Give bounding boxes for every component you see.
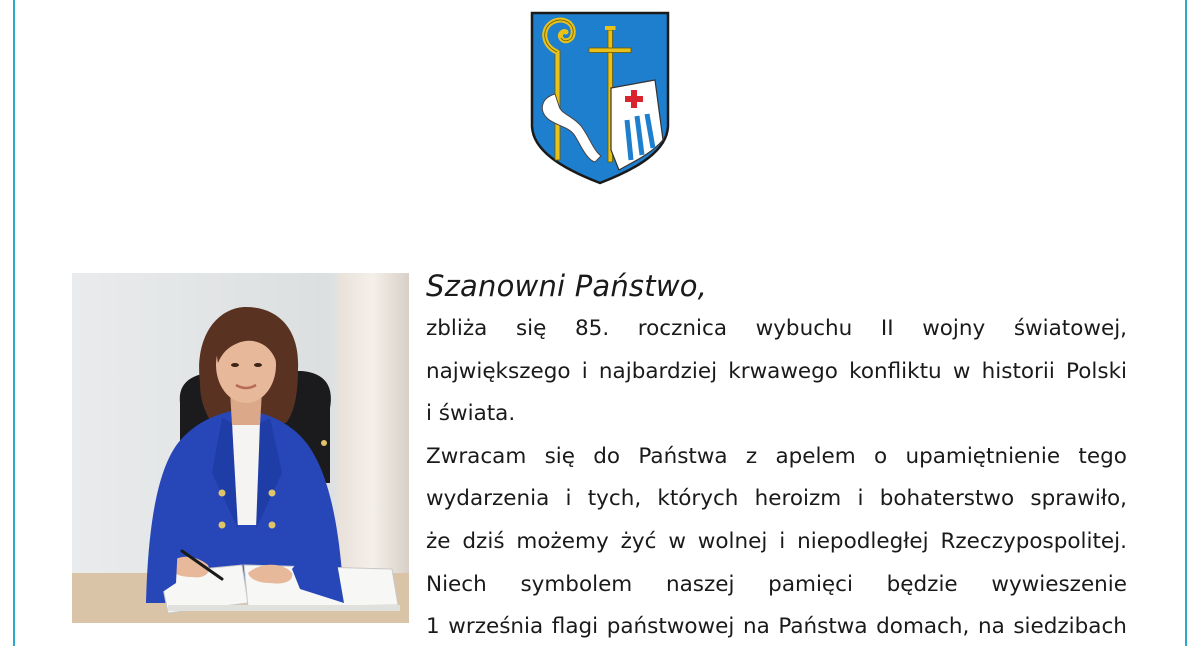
letter-greeting: Szanowni Państwo, — [426, 269, 708, 303]
text-line: 1 września flagi państwowej na Państwa domach, na siedzibach — [426, 614, 1127, 640]
text-line: zbliża się 85. rocznica wybuchu II wojny światowej, — [426, 316, 1127, 341]
text-line: Niech symbolem naszej pamięci będzie wywieszenie — [426, 571, 1127, 597]
text-line: Zwracam się do Państwa z apelem o upamiętnienie tego — [426, 443, 1127, 469]
text-line: i świata. — [426, 401, 516, 427]
letter-text — [426, 266, 1127, 646]
page-border-right — [1185, 0, 1187, 646]
coat-of-arms-icon — [529, 10, 671, 186]
text-line: największego i najbardziej krwawego konfliktu w historii Polski — [426, 358, 1127, 384]
paragraph-appeal — [426, 436, 1127, 646]
portrait-photo — [72, 273, 409, 623]
page-border-left — [13, 0, 15, 646]
text-line: że dziś możemy żyć w wolnej i niepodległej Rzeczypospolitej. — [426, 528, 1127, 554]
paragraph-anniversary — [426, 308, 1127, 436]
text-line: wydarzenia i tych, których heroizm i bohaterstwo sprawiło, — [426, 486, 1127, 512]
